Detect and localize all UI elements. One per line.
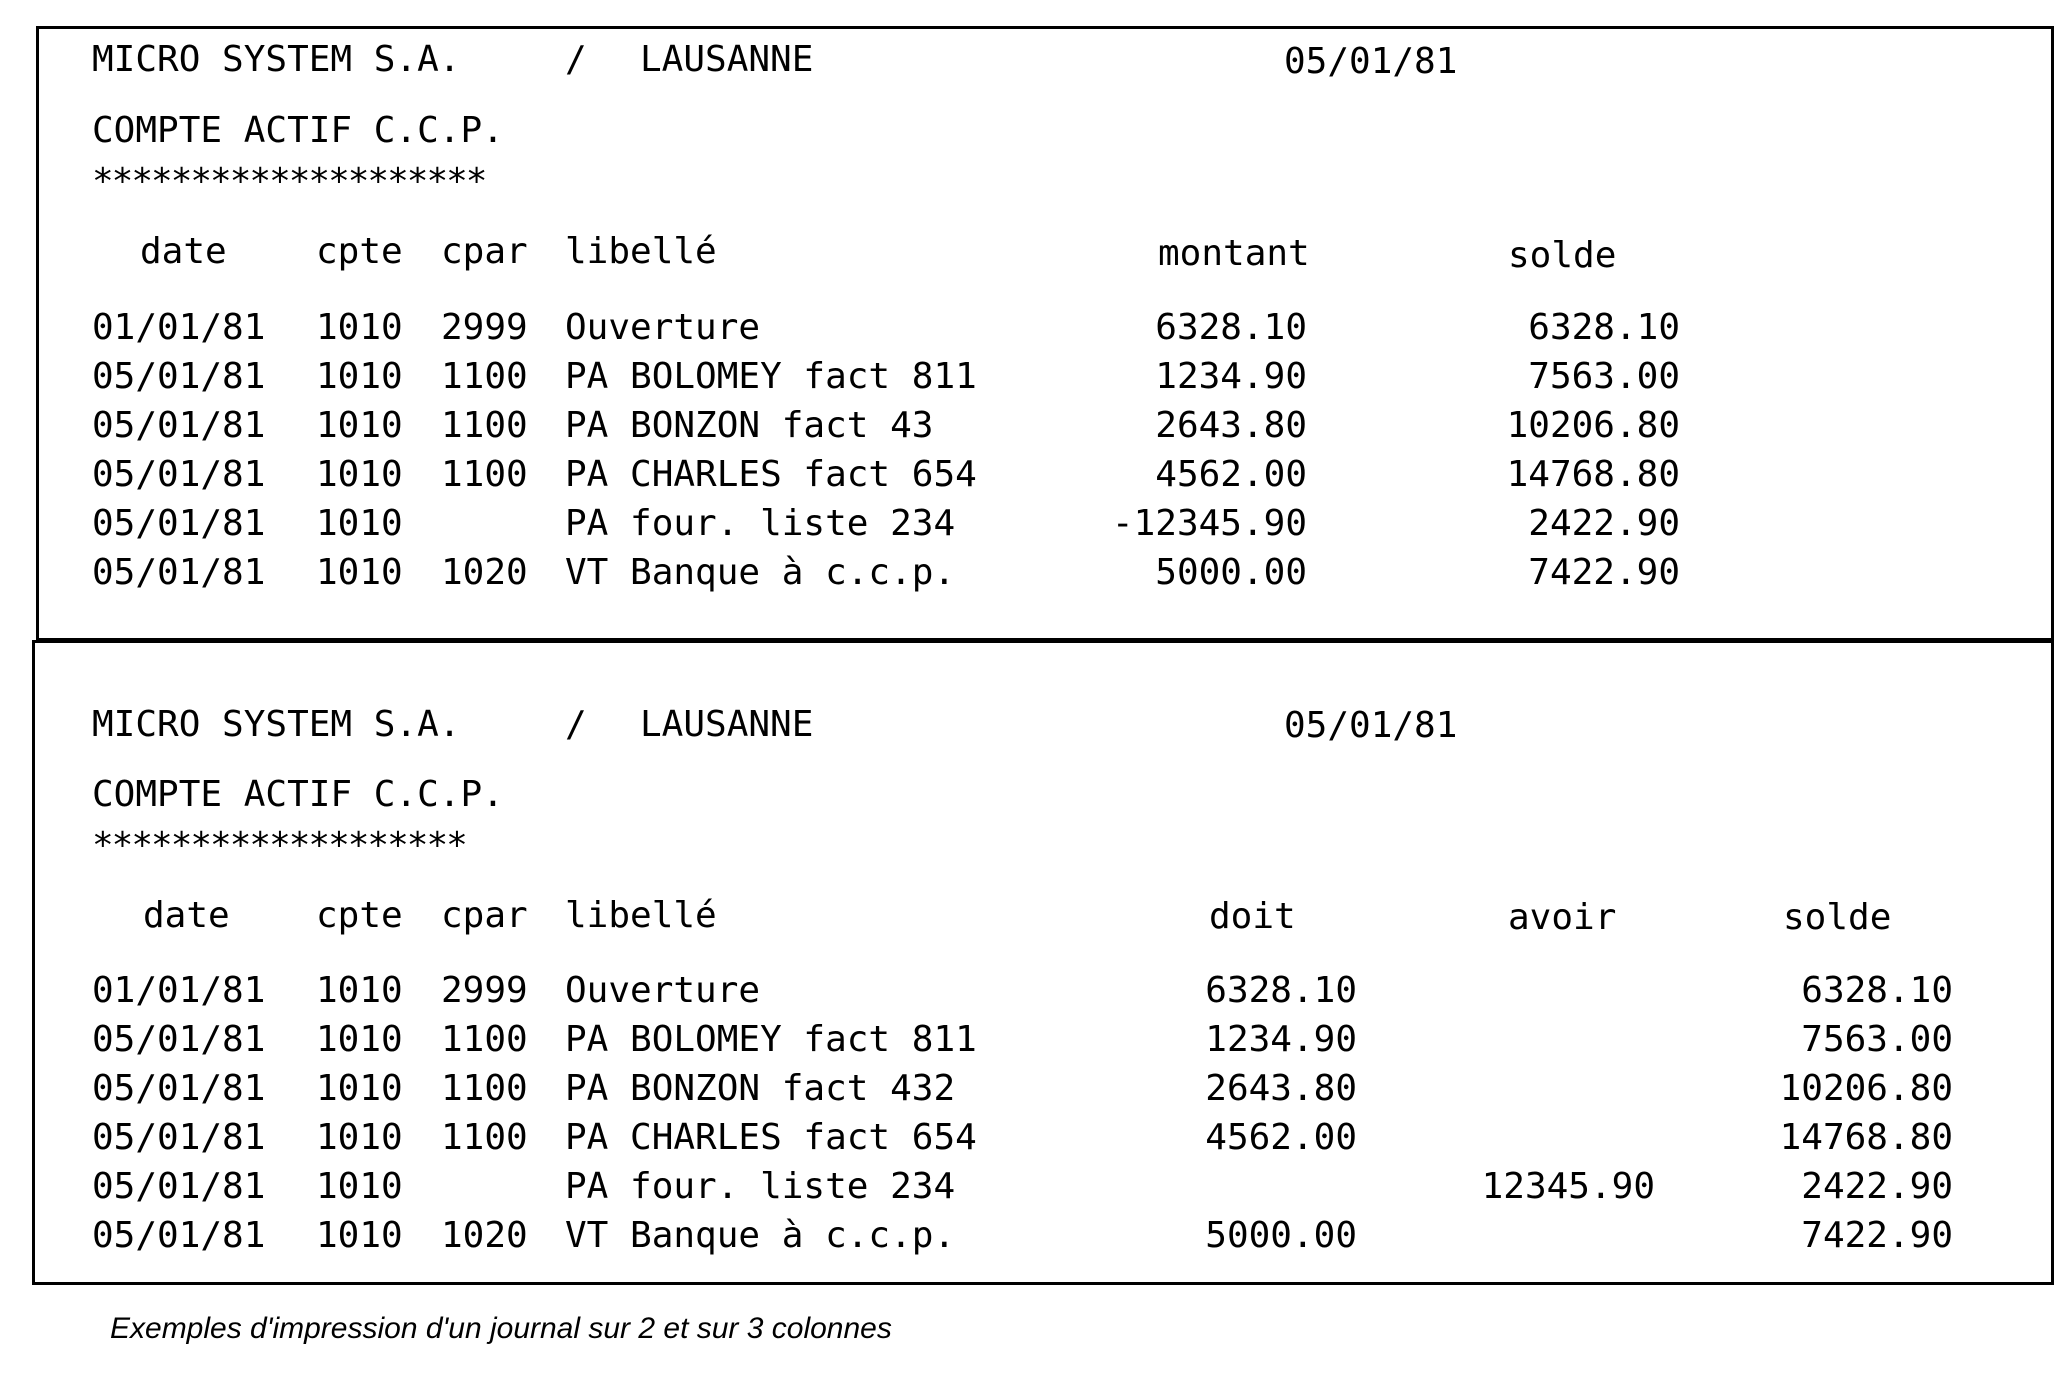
cell-solde: 7422.90 <box>1528 552 1680 593</box>
cell-date: 05/01/81 <box>92 454 266 495</box>
cell-date: 05/01/81 <box>92 356 266 397</box>
cell-date: 05/01/81 <box>92 1117 266 1158</box>
cell-solde: 6328.10 <box>1801 970 1953 1011</box>
column-header-libelle: libellé <box>565 231 717 272</box>
company-city: LAUSANNE <box>640 704 814 745</box>
cell-doit: 5000.00 <box>1205 1215 1357 1256</box>
cell-solde: 14768.80 <box>1506 454 1680 495</box>
company-city: LAUSANNE <box>640 39 814 80</box>
cell-date: 01/01/81 <box>92 970 266 1011</box>
cell-date: 05/01/81 <box>92 405 266 446</box>
cell-avoir: 12345.90 <box>1481 1166 1655 1207</box>
column-header-date: date <box>143 895 230 936</box>
cell-solde: 7563.00 <box>1528 356 1680 397</box>
company-name: MICRO SYSTEM S.A. <box>92 39 461 80</box>
cell-date: 05/01/81 <box>92 1068 266 1109</box>
cell-solde: 2422.90 <box>1528 503 1680 544</box>
cell-date: 05/01/81 <box>92 503 266 544</box>
cell-date: 05/01/81 <box>92 1166 266 1207</box>
column-header-date: date <box>140 231 227 272</box>
cell-date: 01/01/81 <box>92 307 266 348</box>
cell-montant: 6328.10 <box>1155 307 1307 348</box>
account-title: COMPTE ACTIF C.C.P. <box>92 774 504 815</box>
header-separator: / <box>565 39 587 80</box>
cell-cpar: 2999 <box>441 307 528 348</box>
cell-cpar: 1100 <box>441 1068 528 1109</box>
column-header-solde: solde <box>1508 235 1617 276</box>
cell-cpar: 1100 <box>441 454 528 495</box>
cell-montant: 2643.80 <box>1155 405 1307 446</box>
cell-cpar: 1020 <box>441 1215 528 1256</box>
cell-doit: 2643.80 <box>1205 1068 1357 1109</box>
cell-solde: 10206.80 <box>1506 405 1680 446</box>
cell-solde: 7563.00 <box>1801 1019 1953 1060</box>
cell-cpte: 1010 <box>316 1068 403 1109</box>
cell-cpar: 1100 <box>441 1019 528 1060</box>
cell-libelle: PA CHARLES fact 654 <box>565 454 977 495</box>
cell-solde: 2422.90 <box>1801 1166 1953 1207</box>
cell-doit: 6328.10 <box>1205 970 1357 1011</box>
cell-libelle: PA BONZON fact 43 <box>565 405 934 446</box>
column-header-solde: solde <box>1783 897 1892 938</box>
column-header-cpte: cpte <box>316 895 403 936</box>
print-date: 05/01/81 <box>1284 41 1458 82</box>
cell-cpte: 1010 <box>316 454 403 495</box>
cell-cpte: 1010 <box>316 1215 403 1256</box>
cell-solde: 7422.90 <box>1801 1215 1953 1256</box>
company-name: MICRO SYSTEM S.A. <box>92 704 461 745</box>
cell-solde: 10206.80 <box>1779 1068 1953 1109</box>
cell-cpte: 1010 <box>316 503 403 544</box>
cell-date: 05/01/81 <box>92 552 266 593</box>
cell-libelle: PA BOLOMEY fact 811 <box>565 356 977 397</box>
cell-solde: 14768.80 <box>1779 1117 1953 1158</box>
column-header-cpar: cpar <box>441 895 528 936</box>
column-header-cpar: cpar <box>441 231 528 272</box>
cell-doit: 1234.90 <box>1205 1019 1357 1060</box>
cell-cpar: 1100 <box>441 405 528 446</box>
cell-cpte: 1010 <box>316 356 403 397</box>
cell-libelle: Ouverture <box>565 307 761 348</box>
cell-cpar: 2999 <box>441 970 528 1011</box>
cell-libelle: Ouverture <box>565 970 761 1011</box>
cell-libelle: PA four. liste 234 <box>565 503 956 544</box>
cell-cpte: 1010 <box>316 1117 403 1158</box>
cell-doit: 4562.00 <box>1205 1117 1357 1158</box>
cell-date: 05/01/81 <box>92 1019 266 1060</box>
cell-libelle: PA BOLOMEY fact 811 <box>565 1019 977 1060</box>
column-header-avoir: avoir <box>1508 897 1617 938</box>
cell-cpte: 1010 <box>316 1166 403 1207</box>
column-header-cpte: cpte <box>316 231 403 272</box>
cell-cpte: 1010 <box>316 405 403 446</box>
cell-cpar: 1100 <box>441 1117 528 1158</box>
cell-cpte: 1010 <box>316 970 403 1011</box>
title-underline: ******************** <box>92 161 486 202</box>
column-header-libelle: libellé <box>565 895 717 936</box>
cell-solde: 6328.10 <box>1528 307 1680 348</box>
cell-cpar: 1100 <box>441 356 528 397</box>
column-header-doit: doit <box>1209 896 1296 937</box>
column-header-montant: montant <box>1158 233 1310 274</box>
cell-libelle: VT Banque à c.c.p. <box>565 552 956 593</box>
cell-cpte: 1010 <box>316 552 403 593</box>
header-separator: / <box>565 704 587 745</box>
cell-libelle: PA four. liste 234 <box>565 1166 956 1207</box>
print-date: 05/01/81 <box>1284 705 1458 746</box>
cell-montant: -12345.90 <box>1111 503 1307 544</box>
cell-libelle: PA BONZON fact 432 <box>565 1068 956 1109</box>
account-title: COMPTE ACTIF C.C.P. <box>92 110 504 151</box>
cell-libelle: PA CHARLES fact 654 <box>565 1117 977 1158</box>
cell-cpte: 1010 <box>316 307 403 348</box>
cell-date: 05/01/81 <box>92 1215 266 1256</box>
cell-cpte: 1010 <box>316 1019 403 1060</box>
figure-caption: Exemples d'impression d'un journal sur 2 et sur 3 colonnes <box>110 1312 892 1345</box>
cell-montant: 4562.00 <box>1155 454 1307 495</box>
cell-libelle: VT Banque à c.c.p. <box>565 1215 956 1256</box>
title-underline: ******************* <box>92 825 466 866</box>
cell-montant: 1234.90 <box>1155 356 1307 397</box>
cell-cpar: 1020 <box>441 552 528 593</box>
cell-montant: 5000.00 <box>1155 552 1307 593</box>
